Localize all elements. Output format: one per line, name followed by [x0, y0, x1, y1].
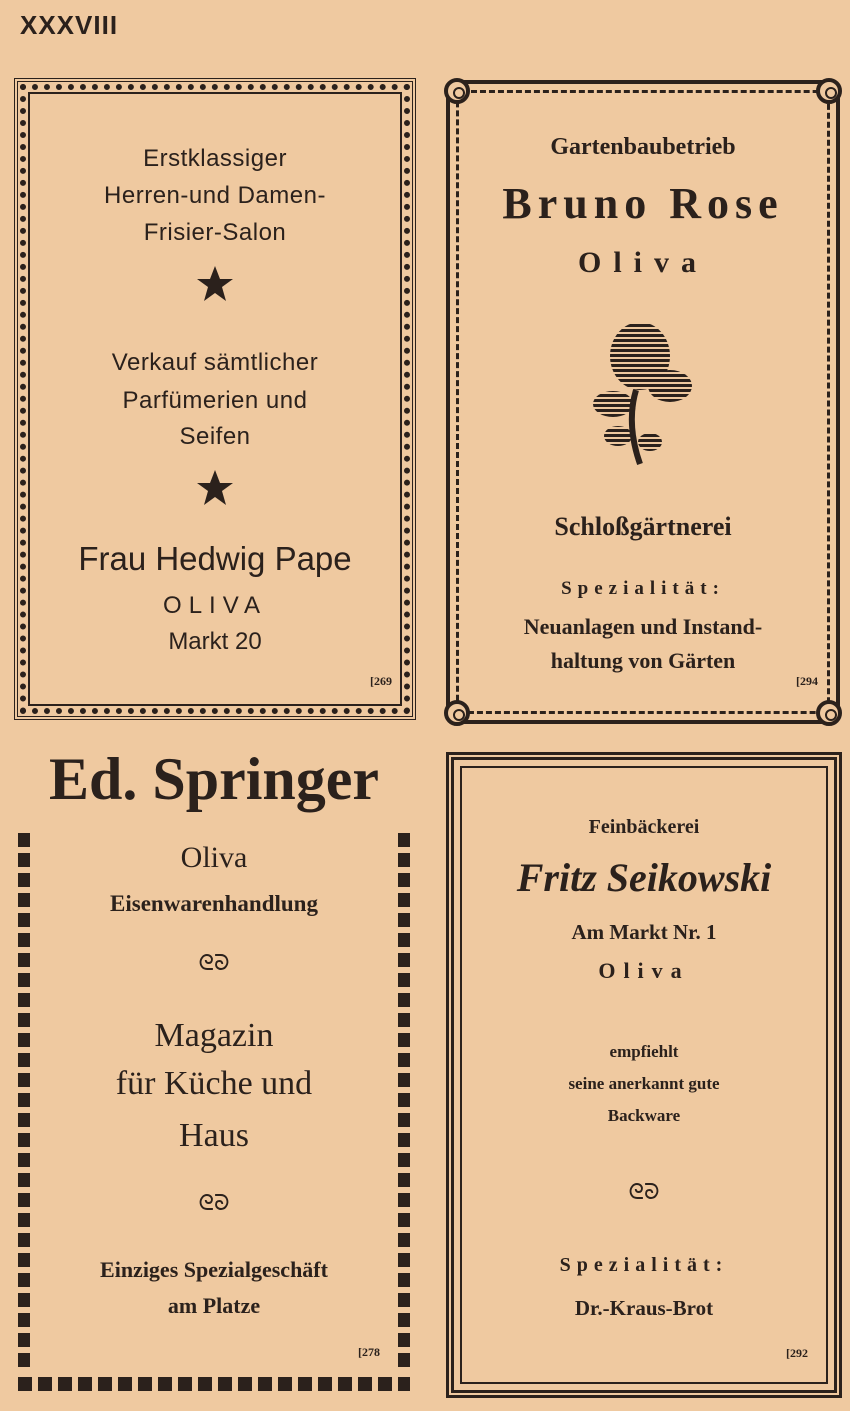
rose-icon — [450, 314, 836, 479]
corner-rosette-icon — [444, 78, 470, 104]
corner-rosette-icon — [444, 700, 470, 726]
ad3-ref: [278 — [358, 1345, 380, 1359]
ad4-ref: [292 — [786, 1346, 808, 1360]
ad2-name: Bruno Rose — [502, 179, 784, 228]
ad4-specialty-label: Spezialität: — [559, 1254, 729, 1276]
ad3-line1: Magazin — [154, 1017, 274, 1054]
ad4-line1: empfiehlt — [609, 1042, 679, 1061]
ad1-line5: Parfümerien und — [122, 387, 308, 414]
ad1-name: Frau Hedwig Pape — [78, 540, 352, 577]
ad-ed-springer — [14, 745, 414, 1395]
ad2-specialty-line1: Neuanlagen und Instand- — [523, 614, 763, 639]
star-ornament-icon — [18, 468, 412, 513]
ad4-line3: Backware — [607, 1106, 681, 1125]
ad3-line5: am Platze — [167, 1293, 261, 1318]
star-ornament-icon — [18, 264, 412, 309]
ad3-line3: Haus — [179, 1117, 249, 1154]
ad1-line6: Seifen — [179, 423, 251, 450]
ad3-line2: für Küche und — [115, 1065, 313, 1102]
ad2-specialty-label: Spezialität: — [561, 578, 725, 599]
ad1-line2: Herren-und Damen- — [104, 182, 326, 209]
page-number: XXXVIII — [20, 10, 119, 40]
corner-rosette-icon — [816, 700, 842, 726]
ad1-city: OLIVA — [163, 592, 267, 619]
ad2-specialty-line2: haltung von Gärten — [550, 648, 736, 673]
ad3-name: Ed. Springer — [48, 746, 380, 812]
flourish-icon: ᘓᘐ — [628, 1180, 660, 1205]
corner-rosette-icon — [816, 78, 842, 104]
ad1-ref: [269 — [370, 674, 392, 688]
ad1-address: Markt 20 — [168, 628, 262, 655]
ad-frisier-salon — [14, 78, 416, 720]
ad2-subtitle: Schloßgärtnerei — [554, 512, 732, 541]
ad1-line1: Erstklassiger — [143, 145, 287, 172]
flourish-icon: ᘓᘐ — [198, 1191, 230, 1216]
ad-bruno-rose — [446, 80, 840, 724]
ad4-line2: seine anerkannt gute — [568, 1074, 720, 1093]
ad1-line3: Frisier-Salon — [143, 219, 287, 246]
flourish-icon: ᘓᘐ — [198, 951, 230, 976]
ad4-specialty: Dr.-Kraus-Brot — [574, 1296, 714, 1320]
ad4-city: Oliva — [598, 958, 690, 983]
ad2-ref: [294 — [796, 674, 818, 688]
ad4-type: Feinbäckerei — [588, 816, 700, 838]
ad1-line4: Verkauf sämtlicher — [111, 349, 319, 376]
ad4-address: Am Markt Nr. 1 — [571, 920, 717, 944]
ad3-business: Eisenwarenhandlung — [110, 891, 318, 916]
ad-fritz-seikowski — [446, 752, 842, 1398]
ad3-city: Oliva — [180, 841, 248, 874]
ad2-city: Oliva — [577, 246, 708, 279]
ad4-name: Fritz Seikowski — [516, 855, 772, 900]
ad3-line4: Einziges Spezialgeschäft — [100, 1257, 328, 1282]
ad2-type: Gartenbaubetrieb — [550, 134, 736, 160]
